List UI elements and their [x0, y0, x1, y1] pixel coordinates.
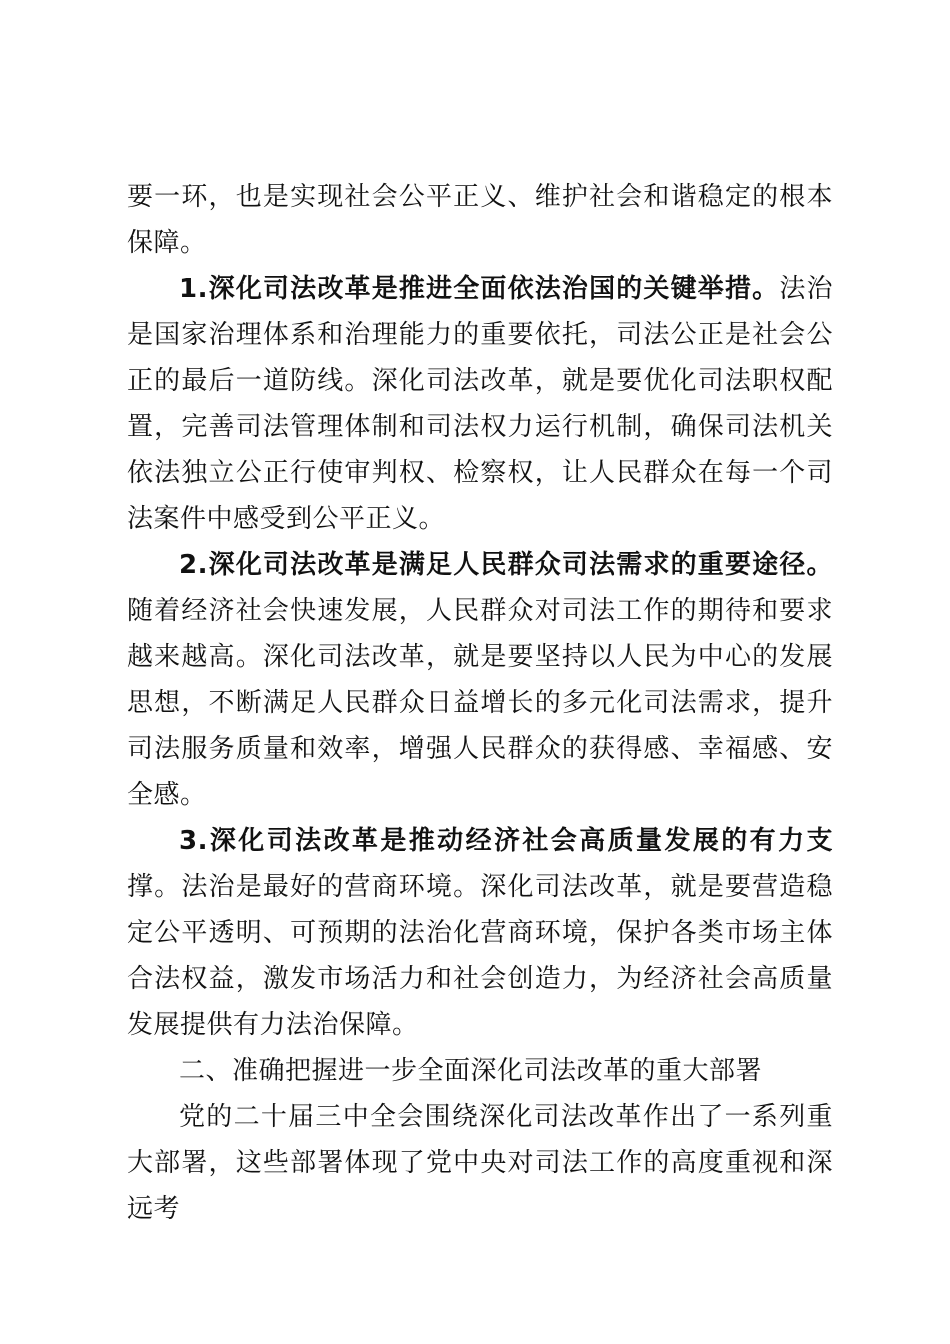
paragraph-text: 要一环，也是实现社会公平正义、维护社会和谐稳定的根本保障。 [127, 182, 833, 258]
paragraph-heading: 2.深化司法改革是满足人民群众司法需求的重要途径。 [179, 550, 833, 580]
paragraph-heading: 1.深化司法改革是推进全面依法治国的关键举措。 [179, 274, 780, 304]
document-body [127, 174, 833, 1232]
paragraph-heading: 3.深化司法改革是推动经济社会高质量发展的有力支 [179, 826, 833, 856]
paragraph-point-1 [127, 266, 833, 542]
section-heading-text: 二、准确把握进一步全面深化司法改革的重大部署 [179, 1056, 763, 1086]
section-heading [127, 1048, 833, 1094]
paragraph-point-3 [127, 818, 833, 1048]
paragraph-section-intro [127, 1094, 833, 1232]
paragraph-point-2 [127, 542, 833, 818]
paragraph-text: 随着经济社会快速发展，人民群众对司法工作的期待和要求越来越高。深化司法改革，就是要坚持以人民为中心的发展思想，不断满足人民群众日益增长的多元化司法需求，提升司法服务质量和效率，增强人民群众的获得感、幸福感、安全感。 [127, 596, 833, 810]
paragraph-text: 撑。法治是最好的营商环境。深化司法改革，就是要营造稳定公平透明、可预期的法治化营商环境，保护各类市场主体合法权益，激发市场活力和社会创造力，为经济社会高质量发展提供有力法治保障。 [127, 872, 833, 1040]
paragraph-continuation [127, 174, 833, 266]
paragraph-text: 党的二十届三中全会围绕深化司法改革作出了一系列重大部署，这些部署体现了党中央对司法工作的高度重视和深远考 [127, 1102, 833, 1224]
paragraph-text: 法治是国家治理体系和治理能力的重要依托，司法公正是社会公正的最后一道防线。深化司法改革，就是要优化司法职权配置，完善司法管理体制和司法权力运行机制，确保司法机关依法独立公正行使审判权、检察权，让人民群众在每一个司法案件中感受到公平正义。 [127, 274, 833, 534]
